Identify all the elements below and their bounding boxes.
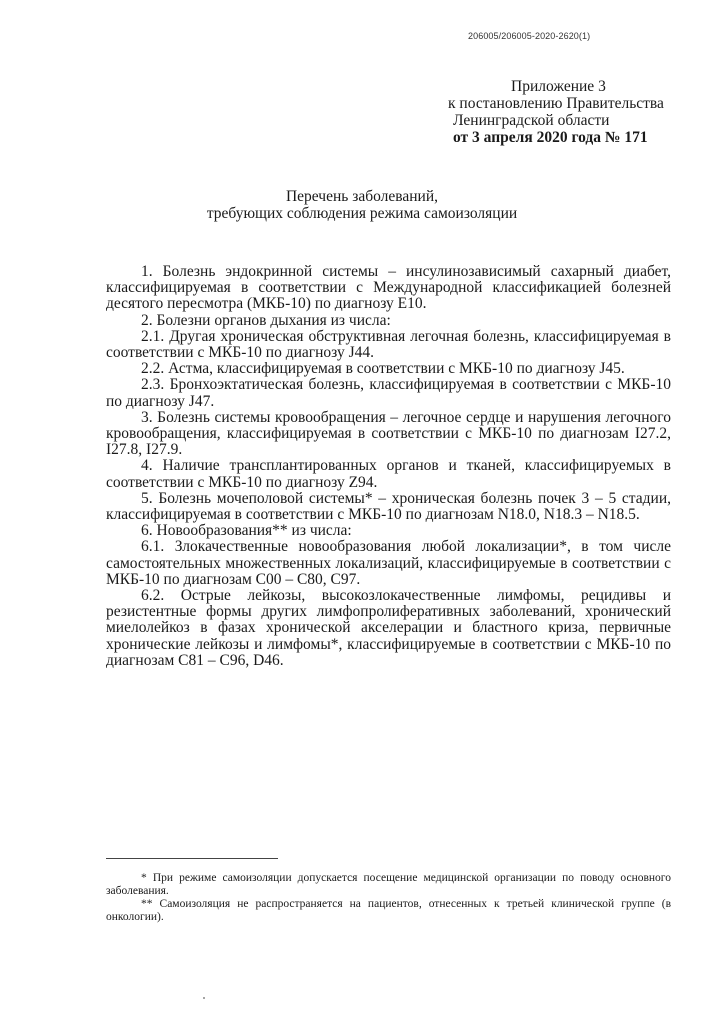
- document-id: 206005/206005-2020-2620(1): [468, 31, 591, 41]
- appendix-header: [448, 78, 698, 146]
- paragraph-2-2: 2.2. Астма, классифицируемая в соответствии с МКБ-10 по диагнозу J45.: [141, 360, 625, 378]
- appendix-number: Приложение 3: [511, 78, 606, 95]
- paragraph-2-1: 2.1. Другая хроническая обструктивная легочная болезнь, классифицируемая в соответствии с МКБ-10 по диагнозу J44.: [106, 327, 671, 362]
- footnote-1: * При режиме самоизоляции допускается посещение медицинской организации по поводу основного заболевания.: [106, 872, 671, 897]
- appendix-region: Ленинградской области: [453, 112, 610, 129]
- paragraph-2: 2. Болезни органов дыхания из числа:: [141, 311, 391, 329]
- appendix-reference: к постановлению Правительства: [448, 95, 664, 112]
- footnote-2: ** Самоизоляция не распространяется на пациентов, отнесенных к третьей клинической группе (в онкологии).: [106, 898, 671, 923]
- paragraph-6-1: 6.1. Злокачественные новообразования любой локализации*, в том числе самостоятельных множественных локализаций, классифицируемые в соответствии с МКБ-10 по диагнозам С00 – С80, С97.: [106, 538, 671, 588]
- paragraph-5: 5. Болезнь мочеполовой системы* – хроническая болезнь почек 3 – 5 стадии, классифицируемая в соответствии с МКБ-10 по диагнозам N18.0, N18.3 – N18.5.: [106, 489, 671, 524]
- footnote-divider: [106, 858, 278, 859]
- paragraph-1: 1. Болезнь эндокринной системы – инсулинозависимый сахарный диабет, классифицируемая в соответствии с Международной классификацией болезней десятого пересмотра (МКБ-10) по диагнозу Е10.: [106, 263, 671, 313]
- paragraph-6-2: 6.2. Острые лейкозы, высокозлокачественные лимфомы, рецидивы и резистентные формы других лимфопролиферативных заболеваний, хронический миелолейкоз в фазах хронической акселерации и бластного криза, первичные хронические лейкозы и лимфомы*, классифицируемые в соответствии с МКБ-10 по диагнозам С81 – С96, D46.: [106, 587, 671, 669]
- appendix-date: от 3 апреля 2020 года № 171: [453, 129, 648, 146]
- document-title: [0, 188, 724, 222]
- paragraph-4: 4. Наличие трансплантированных органов и тканей, классифицируемых в соответствии с МКБ-10 по диагнозу Z94.: [106, 457, 671, 491]
- scan-speck: [203, 997, 205, 999]
- title-line-1: Перечень заболеваний,: [285, 188, 439, 205]
- paragraph-3: 3. Болезнь системы кровообращения – легочное сердце и нарушения легочного кровообращения, классифицируемая в соответствии с МКБ-10 по диагнозам I27.2, I27.8, I27.9.: [106, 408, 671, 459]
- document-body: [106, 264, 671, 669]
- paragraph-6: 6. Новообразования** из числа:: [141, 522, 352, 540]
- title-line-2: требующих соблюдения режима самоизоляции: [206, 205, 518, 222]
- footnotes: [106, 872, 671, 924]
- paragraph-2-3: 2.3. Бронхоэктатическая болезнь, классифицируемая в соответствии с МКБ-10 по диагнозу J47.: [106, 376, 671, 410]
